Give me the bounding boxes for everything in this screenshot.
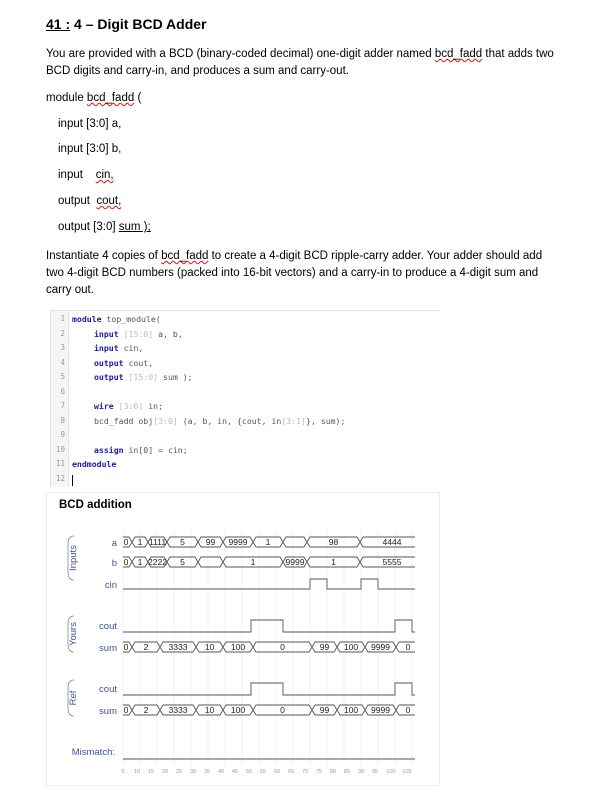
port-sum <box>58 221 151 233</box>
time-tick: 75 <box>315 769 323 775</box>
code-range: [3:1] <box>281 415 306 426</box>
code-text: (a, b, in, {cout, in <box>177 415 282 426</box>
line-number: 12 <box>55 473 65 483</box>
kw-module: module <box>72 314 102 324</box>
wave-yours-cout <box>123 620 415 632</box>
a-val: 1111 <box>148 537 167 547</box>
b-val: 9999 <box>285 557 305 567</box>
code-line-2 <box>94 329 183 339</box>
port-squig: cin, <box>95 169 114 181</box>
intro-paragraph <box>46 46 576 80</box>
code-range: [3:0] <box>113 401 144 411</box>
signal-b-label: b <box>111 558 117 569</box>
line-number: 4 <box>60 357 65 367</box>
time-tick: 65 <box>287 769 295 775</box>
code-line-8 <box>94 416 345 426</box>
ref-sum-val: 0 <box>280 705 285 715</box>
time-tick: 70 <box>301 769 309 775</box>
line-number: 7 <box>60 401 65 410</box>
group-ref-label: Ref <box>68 690 79 706</box>
port-cout <box>58 195 121 207</box>
code-line-3 <box>94 343 143 353</box>
code-text: in; <box>143 401 164 411</box>
time-tick: 60 <box>273 769 281 775</box>
port-text: input [3:0] a, <box>58 118 122 130</box>
b-val: 2222 <box>147 557 168 567</box>
line-number: 6 <box>60 386 65 396</box>
question-title: 4 – Digit BCD Adder <box>70 16 207 32</box>
module-declaration <box>46 90 576 107</box>
code-line-1 <box>72 314 161 324</box>
page-title <box>46 16 207 32</box>
instr-text: Instantiate 4 copies of <box>46 250 162 262</box>
a-val: 9999 <box>228 537 248 547</box>
code-range: [15:0] <box>118 328 154 339</box>
time-tick: 35 <box>203 769 211 775</box>
port-text: input <box>58 169 96 181</box>
time-tick: 105 <box>402 769 412 775</box>
time-tick: 5 <box>121 769 125 775</box>
time-tick: 45 <box>231 769 239 775</box>
module-paren: ( <box>134 92 142 104</box>
sum-val: 100 <box>343 642 359 652</box>
signal-ref-sum-label: sum <box>99 706 117 717</box>
kw-endmodule: endmodule <box>72 459 117 469</box>
a-val: 1 <box>265 537 271 547</box>
time-tick: 85 <box>343 769 351 775</box>
b-val: 5 <box>180 557 185 567</box>
signal-cin-label: cin <box>104 580 117 591</box>
time-tick: 80 <box>329 769 337 775</box>
port-text: output <box>58 195 97 207</box>
port-text: output [3:0] <box>58 221 119 233</box>
line-number: 10 <box>55 444 65 454</box>
time-tick: 10 <box>133 769 141 775</box>
time-tick: 55 <box>259 769 267 775</box>
code-text: top_module( <box>101 314 161 324</box>
code-line-7 <box>94 401 163 411</box>
time-tick: 95 <box>371 769 379 775</box>
line-number: 3 <box>60 343 65 352</box>
ref-sum-val: 100 <box>343 705 359 715</box>
kw-input: input <box>94 343 119 353</box>
sum-val: 100 <box>230 642 246 652</box>
intro-text-2: BCD digits and carry-in, and produces a sum and carry-out. <box>46 65 349 77</box>
a-val: 98 <box>328 537 339 547</box>
b-val: 1 <box>250 557 256 567</box>
code-text: a, b, <box>153 328 183 339</box>
ref-sum-val: 0 <box>405 705 411 715</box>
line-number: 11 <box>55 459 65 468</box>
a-val: 4444 <box>382 537 402 547</box>
a-val: 5 <box>180 537 185 547</box>
sum-val: 99 <box>319 642 330 652</box>
code-editor[interactable] <box>50 310 439 487</box>
ref-sum-val: 9999 <box>370 705 391 715</box>
time-tick: 40 <box>217 769 225 775</box>
ref-sum-val: 100 <box>230 705 246 715</box>
code-line-11 <box>72 459 116 469</box>
time-tick: 100 <box>386 769 396 775</box>
port-a <box>58 118 121 130</box>
intro-text: You are provided with a BCD (binary-coded decimal) one-digit adder named <box>46 48 435 60</box>
kw-input: input <box>94 328 119 339</box>
code-line-10 <box>94 445 188 455</box>
port-text: input [3:0] b, <box>58 143 122 155</box>
group-inputs-label: Inputs <box>68 545 79 571</box>
module-keyword: module <box>46 92 87 104</box>
code-text: in[0] = cin; <box>123 444 188 455</box>
text-cursor <box>72 475 73 486</box>
question-number: 41 : <box>46 16 71 32</box>
line-number: 9 <box>60 430 65 439</box>
kw-wire: wire <box>94 401 114 411</box>
wave-cin <box>123 579 415 589</box>
sum-val: 10 <box>204 642 215 652</box>
port-b <box>58 143 121 155</box>
port-squig: cout, <box>96 195 122 207</box>
instr-text-3: carry out. <box>46 284 94 296</box>
sum-val: 3333 <box>168 642 188 652</box>
sum-val: 9999 <box>370 642 391 652</box>
time-tick: 15 <box>147 769 155 775</box>
line-number: 2 <box>60 328 65 338</box>
waveform-title: BCD addition <box>59 499 132 511</box>
line-number: 5 <box>60 372 65 381</box>
instr-name: bcd_fadd <box>161 250 209 262</box>
code-text: bcd_fadd obj <box>94 415 154 426</box>
code-text: sum ); <box>158 372 193 382</box>
b-val: 1 <box>331 557 336 567</box>
time-tick: 30 <box>189 769 197 775</box>
code-line-5 <box>94 372 193 382</box>
group-yours-label: Yours <box>68 622 79 646</box>
b-val: 1 <box>137 557 143 567</box>
signal-ref-cout-label: cout <box>99 684 117 695</box>
ref-sum-val: 0 <box>123 705 129 715</box>
code-line-4 <box>94 358 153 368</box>
a-val: 0 <box>123 537 129 547</box>
wave-ref-cout <box>123 683 415 695</box>
module-name: bcd_fadd <box>86 92 135 104</box>
ref-sum-val: 10 <box>204 705 215 715</box>
kw-output: output <box>94 372 124 382</box>
signal-a-label: a <box>111 538 117 549</box>
instruction-paragraph <box>46 248 576 299</box>
time-tick: 20 <box>161 769 169 775</box>
kw-output: output <box>94 357 124 368</box>
b-val: 0 <box>123 557 129 567</box>
line-number: 8 <box>60 415 65 425</box>
code-range: [3:0] <box>153 415 178 426</box>
line-number: 1 <box>60 314 65 323</box>
code-text: cin, <box>118 343 144 353</box>
ref-sum-val: 2 <box>143 705 149 715</box>
time-tick: 90 <box>357 769 365 775</box>
intro-text-b: that adds two <box>482 48 554 60</box>
kw-assign: assign <box>94 444 124 455</box>
signal-yours-cout-label: cout <box>99 621 117 632</box>
port-squig: sum ); <box>118 221 151 233</box>
code-range: [15:0] <box>123 372 159 382</box>
a-val: 99 <box>205 537 216 547</box>
code-text: cout, <box>123 357 154 368</box>
ref-sum-val: 99 <box>319 705 330 715</box>
time-tick: 50 <box>245 769 253 775</box>
sum-val: 0 <box>123 642 129 652</box>
line-gutter <box>51 311 69 487</box>
ref-sum-val: 3333 <box>168 705 188 715</box>
code-text: }, sum); <box>305 415 346 426</box>
port-cin <box>58 169 114 181</box>
mismatch-label: Mismatch: <box>71 747 115 758</box>
signal-yours-sum-label: sum <box>99 643 117 654</box>
sum-val: 2 <box>143 642 149 652</box>
instr-text-b: to create a 4-digit BCD ripple-carry adder. Your adder should add <box>208 250 543 262</box>
a-val: 1 <box>137 537 143 547</box>
waveform-svg <box>46 520 438 784</box>
sum-val: 0 <box>280 642 285 652</box>
bcd-fadd-name: bcd_fadd <box>434 48 483 60</box>
time-tick: 25 <box>175 769 183 775</box>
sum-val: 0 <box>405 642 411 652</box>
instr-text-2: two 4-digit BCD numbers (packed into 16-bit vectors) and a carry-in to produce a 4-digit sum and <box>46 267 539 279</box>
b-val: 5555 <box>382 557 402 567</box>
